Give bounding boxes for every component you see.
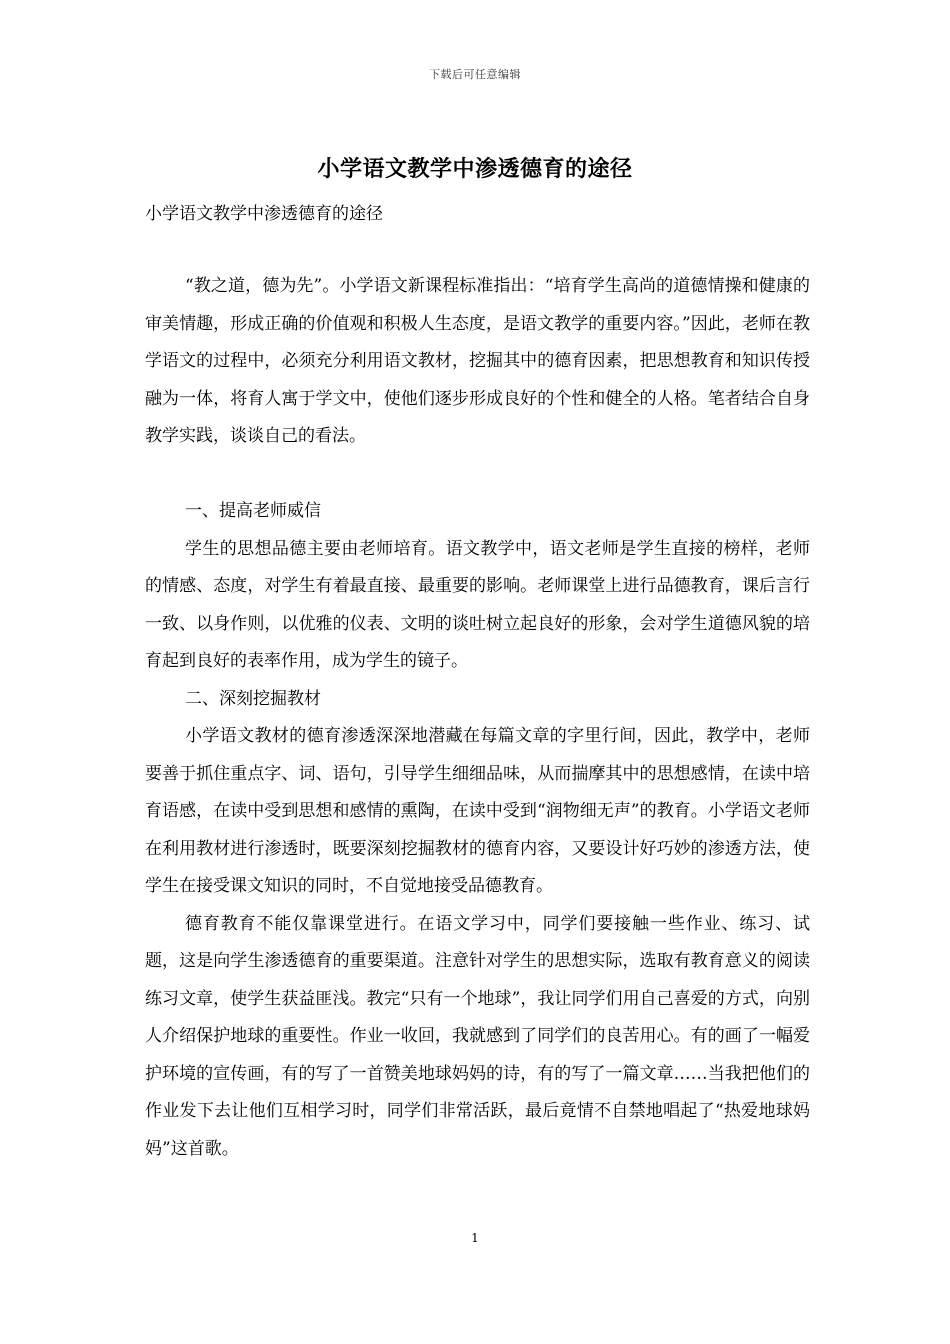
section-1-paragraph: 学生的思想品德主要由老师培育。语文教学中，语文老师是学生直接的榜样，老师的情感、态度，对学生有着最直接、最重要的影响。老师课堂上进行品德教育，课后言行一致、以身作则，以优雅的仪表、文明的谈吐树立起良好的形象，会对学生道德风貌的培育起到良好的表率作用，成为学生的镜子。 bbox=[145, 538, 810, 671]
document-title: 小学语文教学中渗透德育的途径 bbox=[317, 156, 633, 182]
document-subtitle: 小学语文教学中渗透德育的途径 bbox=[145, 204, 383, 224]
intro-paragraph: “教之道，德为先”。小学语文新课程标准指出：“培育学生高尚的道德情操和健康的审美情趣，形成正确的价值观和积极人生态度，是语文教学的重要内容。”因此，老师在教学语文的过程中，必须充分利用语文教材，挖掘其中的德育因素，把思想教育和知识传授融为一体，将育人寓于学文中，使他们逐步形成良好的个性和健全的人格。笔者结合自身教学实践，谈谈自己的看法。 bbox=[145, 276, 810, 446]
page-number: 1 bbox=[471, 1231, 479, 1245]
section-2-paragraph-2: 德育教育不能仅靠课堂进行。在语文学习中，同学们要接触一些作业、练习、试题，这是向学生渗透德育的重要渠道。注意针对学生的思想实际，选取有教育意义的阅读练习文章，使学生获益匪浅。教完“只有一个地球”，我让同学们用自己喜爱的方式，向别人介绍保护地球的重要性。作业一收回，我就感到了同学们的良苦用心。有的画了一幅爱护环境的宣传画，有的写了一首赞美地球妈妈的诗，有的写了一篇文章……当我把他们的作业发下去让他们互相学习时，同学们非常活跃，最后竟情不自禁地唱起了“热爱地球妈妈”这首歌。 bbox=[145, 913, 810, 1159]
section-heading-1: 一、提高老师威信 bbox=[185, 501, 321, 521]
section-heading-2: 二、深刻挖掘教材 bbox=[185, 688, 321, 709]
section-2-paragraph-1: 小学语文教材的德育渗透深深地潜藏在每篇文章的字里行间，因此，教学中，老师要善于抓住重点字、词、语句，引导学生细细品味，从而揣摩其中的思想感情，在读中培育语感，在读中受到思想和感情的熏陶，在读中受到“润物细无声”的教育。小学语文老师在利用教材进行渗透时，既要深刻挖掘教材的德育内容，又要设计好巧妙的渗透方法，使学生在接受课文知识的同时，不自觉地接受品德教育。 bbox=[145, 726, 810, 896]
paragraph-spacer bbox=[145, 456, 810, 494]
page-header-note: 下载后可任意编辑 bbox=[429, 68, 521, 81]
document-body bbox=[145, 268, 810, 1168]
